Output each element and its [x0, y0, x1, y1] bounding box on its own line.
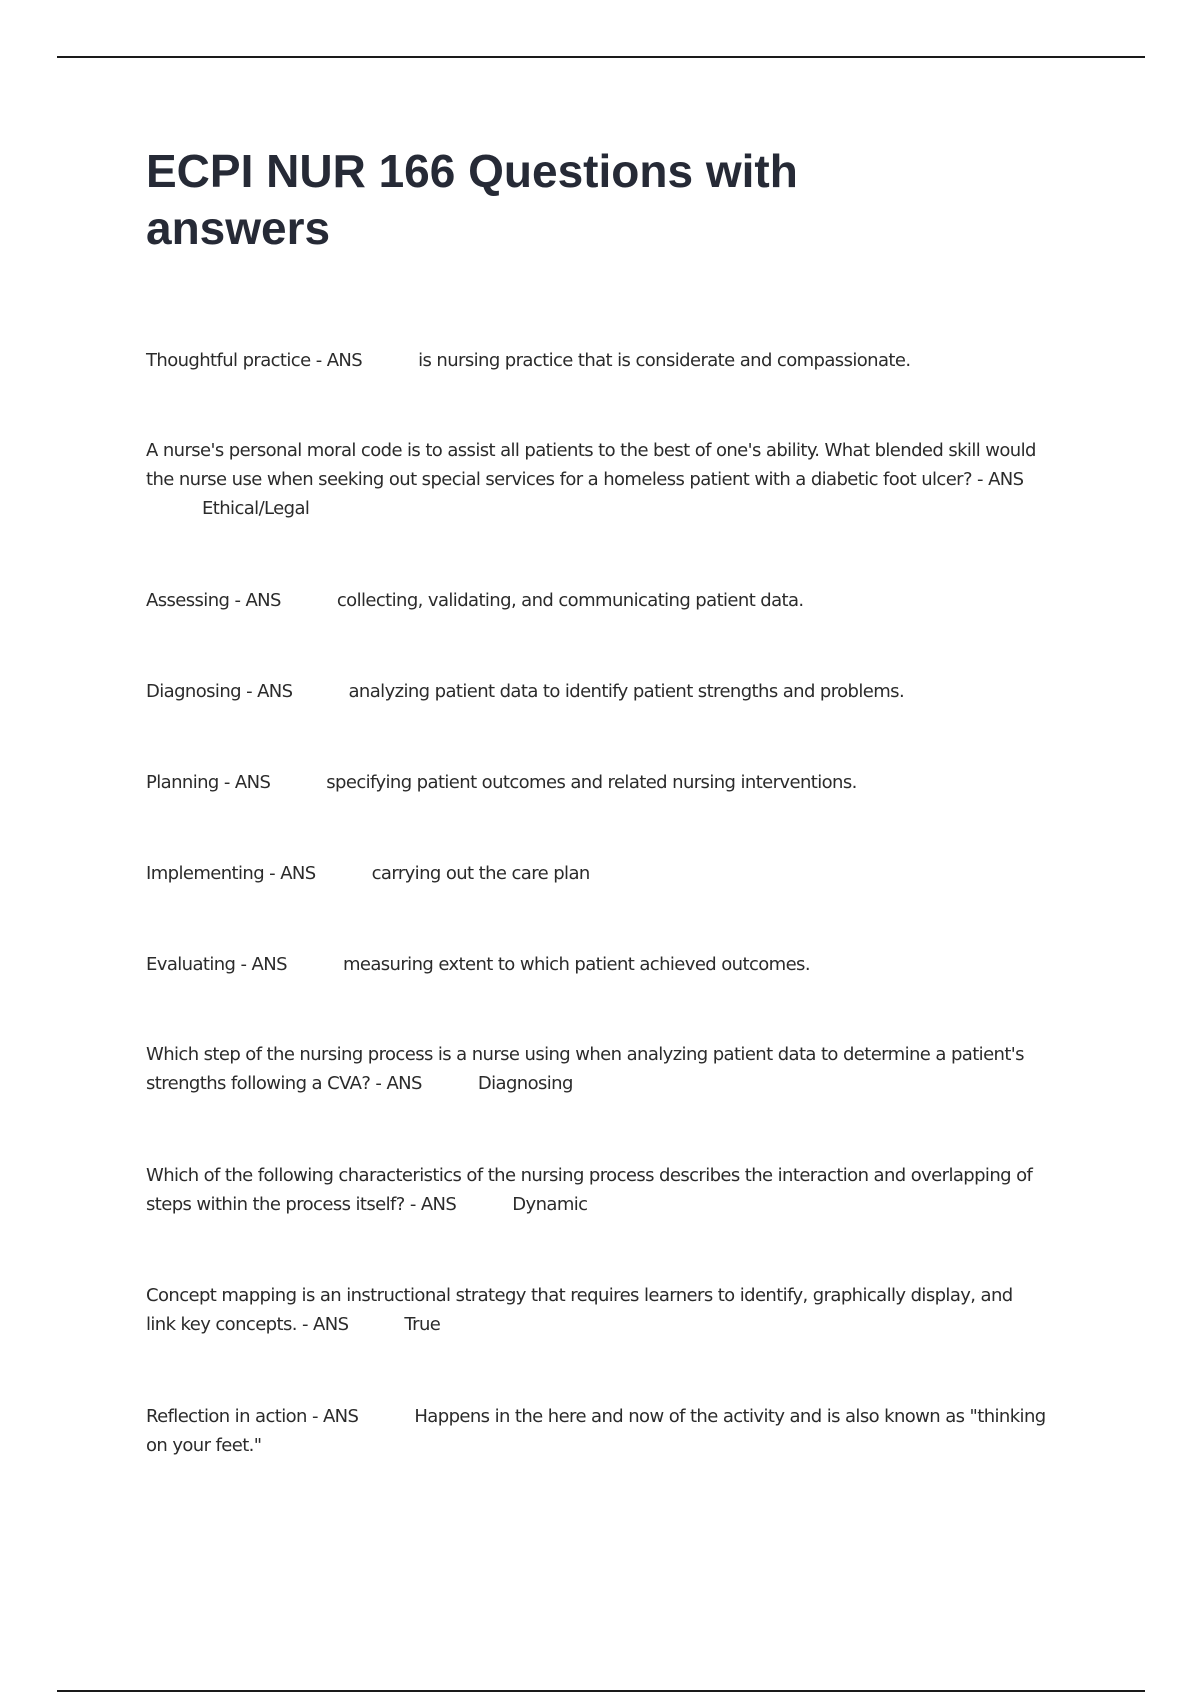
answer-text: collecting, validating, and communicating patient data. — [336, 590, 804, 611]
answer-text: carrying out the care plan — [371, 863, 590, 884]
qa-item — [146, 1402, 1046, 1460]
question-text: Evaluating - ANS — [146, 954, 287, 975]
question-text: A nurse's personal moral code is to assist all patients to the best of one's ability. What blended skill would the nurse use when seeking out special services for a homeless patient with a diabetic foot ulcer? - ANS — [146, 440, 1036, 490]
answer-text: Diagnosing — [477, 1073, 573, 1094]
answer-text: is nursing practice that is considerate and compassionate. — [418, 350, 911, 371]
qa-item — [146, 1161, 1046, 1219]
qa-item — [146, 1281, 1046, 1339]
question-text: Diagnosing - ANS — [146, 681, 293, 702]
question-text: Planning - ANS — [146, 772, 271, 793]
answer-text: specifying patient outcomes and related nursing interventions. — [326, 772, 857, 793]
answer-text: True — [404, 1314, 441, 1335]
answer-text: analyzing patient data to identify patient strengths and problems. — [348, 681, 905, 702]
qa-item — [146, 859, 1046, 888]
qa-item — [146, 1040, 1046, 1098]
bottom-rule — [57, 1690, 1145, 1692]
question-text: Which of the following characteristics of the nursing process describes the interaction and overlapping of steps within the process itself? - ANS — [146, 1165, 1033, 1215]
question-text: Reflection in action - ANS — [146, 1406, 359, 1427]
qa-item — [146, 768, 1046, 797]
question-text: Implementing - ANS — [146, 863, 316, 884]
qa-item — [146, 586, 1046, 615]
document-title: ECPI NUR 166 Questions with answers — [146, 145, 798, 254]
answer-text: Ethical/Legal — [202, 498, 310, 519]
question-text: Concept mapping is an instructional strategy that requires learners to identify, graphically display, and link key concepts. - ANS — [146, 1285, 1013, 1335]
question-text: Thoughtful practice - ANS — [146, 350, 363, 371]
top-rule — [57, 56, 1145, 58]
qa-item — [146, 346, 1046, 375]
answer-text: Dynamic — [512, 1194, 588, 1215]
question-text: Which step of the nursing process is a nurse using when analyzing patient data to determine a patient's strengths following a CVA? - ANS — [146, 1044, 1024, 1094]
question-text: Assessing - ANS — [146, 590, 281, 611]
qa-item — [146, 436, 1046, 523]
qa-item — [146, 950, 1046, 979]
qa-item — [146, 677, 1046, 706]
answer-text: measuring extent to which patient achieved outcomes. — [342, 954, 810, 975]
answer-text: Happens in the here and now of the activity and is also known as "thinking on your feet." — [146, 1406, 1046, 1456]
